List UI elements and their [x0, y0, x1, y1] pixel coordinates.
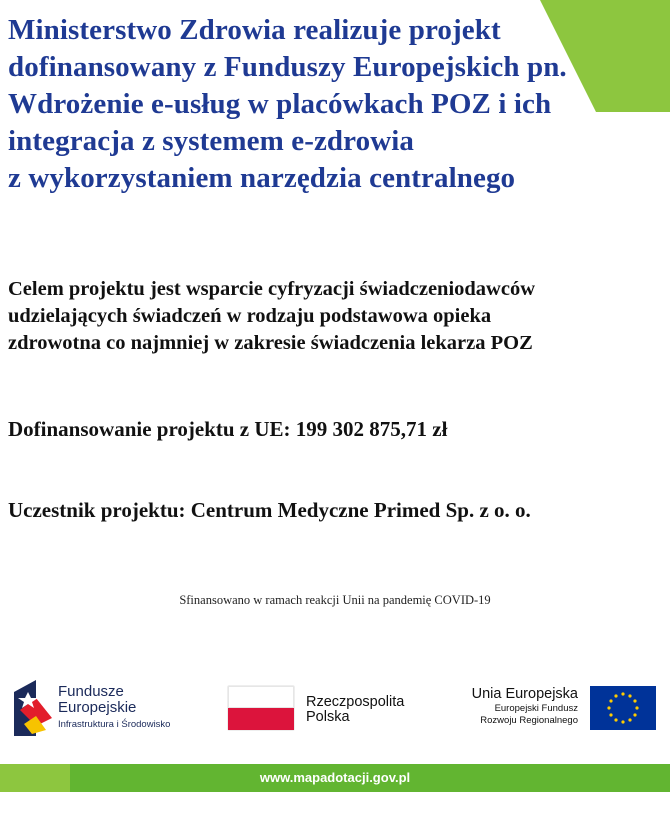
unia-line2: Europejski Fundusz	[494, 703, 578, 714]
rzeczpospolita-line1: Rzeczpospolita	[306, 694, 405, 710]
title-line: Wdrożenie e-usług w placówkach POZ i ich	[8, 88, 552, 120]
logo-strip	[0, 676, 670, 746]
project-participant: Uczestnik projektu: Centrum Medyczne Primed Sp. z o. o.	[8, 498, 531, 522]
fundusze-line1: Fundusze	[58, 683, 124, 700]
fundusze-europejskie-label	[58, 684, 170, 732]
goal-line: Celem projektu jest wsparcie cyfryzacji świadczeniodawców	[8, 278, 535, 300]
unia-europejska-label	[472, 686, 578, 727]
financed-note: Sfinansowano w ramach reakcji Unii na pandemię COVID-19	[179, 593, 491, 607]
title-line: integracja z systemem e-zdrowia	[8, 125, 414, 157]
rzeczpospolita-line2: Polska	[306, 709, 350, 725]
polish-flag-icon	[228, 686, 294, 730]
page-title	[8, 12, 648, 197]
footer-bar	[0, 764, 670, 792]
unia-line3: Rozwoju Regionalnego	[480, 715, 578, 726]
unia-line1: Unia Europejska	[471, 686, 578, 702]
funding-amount: Dofinansowanie projektu z UE: 199 302 875,71 zł	[8, 417, 448, 441]
rzeczpospolita-label	[306, 695, 404, 725]
title-line: Ministerstwo Zdrowia realizuje projekt	[8, 14, 501, 46]
fundusze-line3: Infrastruktura i Środowisko	[58, 719, 171, 730]
goal-line: udzielających świadczeń w rodzaju podstawowa opieka	[8, 305, 492, 327]
title-line: dofinansowany z Funduszy Europejskich pn.	[8, 51, 567, 83]
title-line: z wykorzystaniem narzędzia centralnego	[8, 162, 516, 194]
footer-website-link[interactable]: www.mapadotacji.gov.pl	[259, 770, 411, 785]
eu-flag-icon	[590, 686, 656, 730]
fundusze-europejskie-logo-icon	[14, 680, 52, 736]
fundusze-line2: Europejskie	[58, 699, 137, 716]
project-goal	[8, 276, 663, 357]
goal-line: zdrowotna co najmniej w zakresie świadczenia lekarza POZ	[8, 332, 533, 354]
